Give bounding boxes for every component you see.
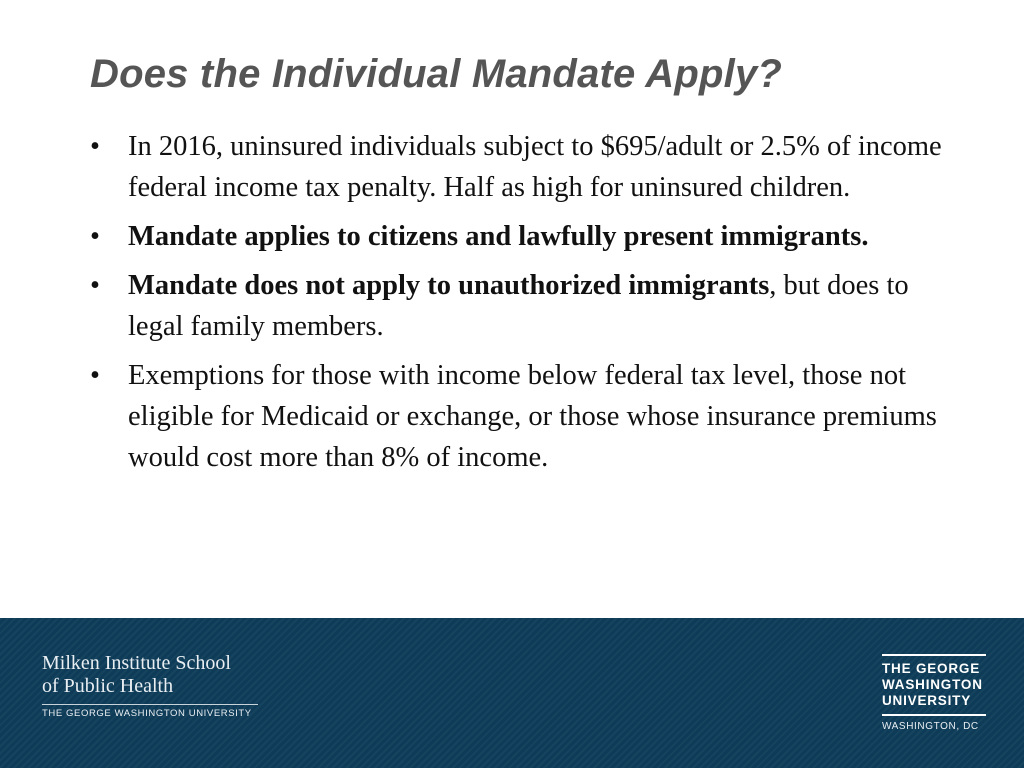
milken-logo-divider — [42, 704, 258, 705]
gwu-logo — [882, 654, 986, 732]
gwu-logo-top-rule — [882, 654, 986, 656]
gwu-logo-line1: THE GEORGE — [882, 661, 981, 676]
bullet-text: , but does to legal family members. — [128, 270, 909, 342]
gwu-logo-city: WASHINGTON, DC — [882, 721, 979, 732]
bullet-item — [90, 216, 970, 257]
bullet-text: Exemptions for those with income below federal tax level, those not eligible for Medicaid or exchange, or those whose insurance premiums would cost more than 8% of income. — [128, 360, 937, 473]
slide-title: Does the Individual Mandate Apply? — [90, 52, 783, 96]
footer-banner — [0, 618, 1024, 768]
bullet-item — [90, 355, 970, 478]
gwu-logo-name — [882, 661, 986, 709]
bullet-marker: • — [90, 221, 100, 252]
bullet-item — [90, 126, 970, 208]
gwu-logo-line2: WASHINGTON — [882, 677, 983, 692]
milken-logo-subline: THE GEORGE WASHINGTON UNIVERSITY — [42, 708, 252, 719]
bullet-item — [90, 265, 970, 347]
gwu-logo-line3: UNIVERSITY — [882, 693, 972, 708]
bullet-text: In 2016, uninsured individuals subject to $695/adult or 2.5% of income federal income tax penalty. Half as high for uninsured children. — [128, 131, 942, 203]
gwu-logo-bottom-rule — [882, 714, 986, 716]
bullet-marker: • — [90, 270, 100, 301]
bullet-bold-text: Mandate applies to citizens and lawfully present immigrants. — [128, 221, 869, 252]
bullet-marker: • — [90, 360, 100, 391]
bullet-marker: • — [90, 131, 100, 162]
milken-logo-line2: of Public Health — [42, 675, 174, 697]
bullet-list — [90, 126, 970, 486]
bullet-bold-text: Mandate does not apply to unauthorized immigrants — [128, 270, 770, 301]
milken-institute-logo — [42, 652, 262, 719]
milken-logo-line1: Milken Institute School — [42, 652, 231, 674]
